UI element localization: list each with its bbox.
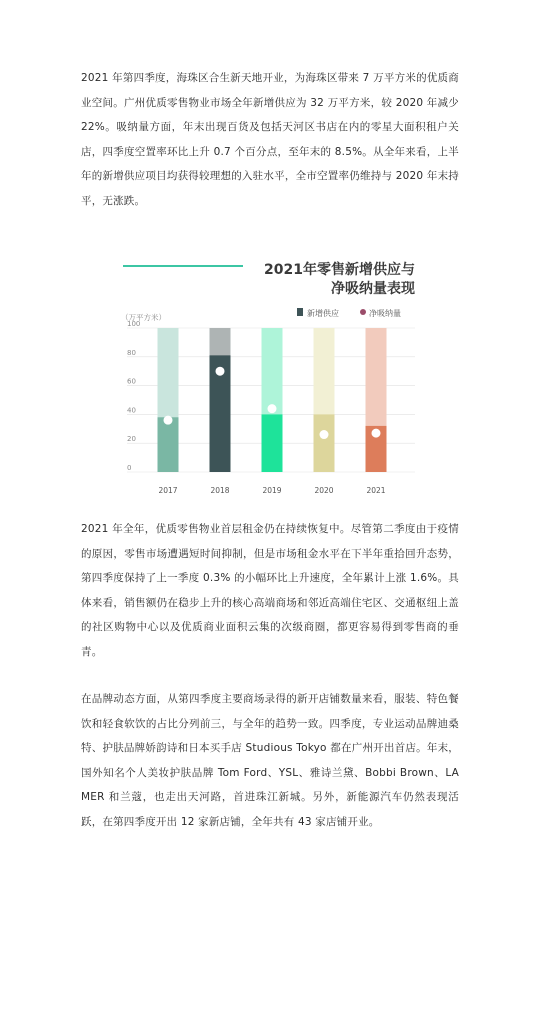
dot-absorption-2021 xyxy=(372,429,381,438)
legend-supply-label: 新增供应 xyxy=(307,309,339,318)
legend xyxy=(297,308,401,318)
bar-supply-2019 xyxy=(262,414,283,472)
y-tick-label: 60 xyxy=(127,377,136,386)
chart-svg xyxy=(115,250,425,500)
x-tick-label: 2020 xyxy=(314,486,334,495)
y-tick-label: 40 xyxy=(127,406,136,415)
legend-absorption-label: 净吸纳量 xyxy=(369,309,401,318)
dot-absorption-2019 xyxy=(268,404,277,413)
bar-supply-2017 xyxy=(158,417,179,472)
bars xyxy=(158,328,387,472)
dot-absorption-2020 xyxy=(320,430,329,439)
x-tick-label: 2017 xyxy=(158,486,178,495)
dot-absorption-2017 xyxy=(164,416,173,425)
y-tick-label: 100 xyxy=(127,320,141,328)
x-tick-label: 2019 xyxy=(262,486,282,495)
supply-absorption-chart xyxy=(115,250,425,500)
paragraph-q4-supply: 2021 年第四季度，海珠区合生新天地开业，为海珠区带来 7 万平方米的优质商业空间。广州优质零售物业市场全年新增供应为 32 万平方米，较 2020 年减少 22%。吸纳量方面，年末出现百货及包括天河区书店在内的零星大面积租户关店，四季度空置率环比上升 0.7 个百分点，至年末的 8.5%。从全年来看，上半年的新增供应项目均获得较理想的入驻水平，全市空置率仍维持与 2020 年末持平，无涨跌。 xyxy=(81,72,459,207)
x-tick-label: 2021 xyxy=(366,486,386,495)
paragraph-brands: 在品牌动态方面，从第四季度主要商场录得的新开店铺数量来看，服装、特色餐饮和轻食软饮的占比分列前三，与全年的趋势一致。四季度，专业运动品牌迪桑特、护肤品牌娇韵诗和日本买手店 Studious Tokyo 都在广州开出首店。年末，国外知名个人美妆护肤品牌 Tom Ford、YSL、雅诗兰黛、Bobbi Brown、LA MER 和兰蔻，也走出天河路，首进珠江新城。另外，新能源汽车仍然表现活跃，在第四季度开出 12 家新店铺，全年共有 43 家店铺开业。 xyxy=(81,693,459,828)
dot-absorption-2018 xyxy=(216,367,225,376)
x-tick-label: 2018 xyxy=(210,486,230,495)
y-tick-label: 0 xyxy=(127,464,132,472)
bar-supply-2020 xyxy=(314,414,335,472)
legend-supply-swatch xyxy=(297,308,303,316)
paragraph-rent: 2021 年全年，优质零售物业首层租金仍在持续恢复中。尽管第二季度由于疫情的原因，零售市场遭遇短时间抑制，但是市场租金水平在下半年重拾回升态势，第四季度保持了上一季度 0.3% 的小幅环比上升速度，全年累计上涨 1.6%。具体来看，销售额仍在稳步上升的核心高端商场和邻近高端住宅区、交通枢纽上盖的社区购物中心以及优质商业面积云集的次级商圈，都更容易得到零售商的垂青。 xyxy=(81,523,459,658)
chart-title-line-2: 净吸纳量表现 xyxy=(331,281,415,297)
y-tick-label: 20 xyxy=(127,435,136,444)
chart-title-line-1: 2021年零售新增供应与 xyxy=(264,262,415,278)
legend-absorption-dot xyxy=(360,309,366,315)
y-tick-label: 80 xyxy=(127,348,136,357)
y-unit-label: （万平方米） xyxy=(121,313,166,322)
x-axis xyxy=(158,486,385,495)
